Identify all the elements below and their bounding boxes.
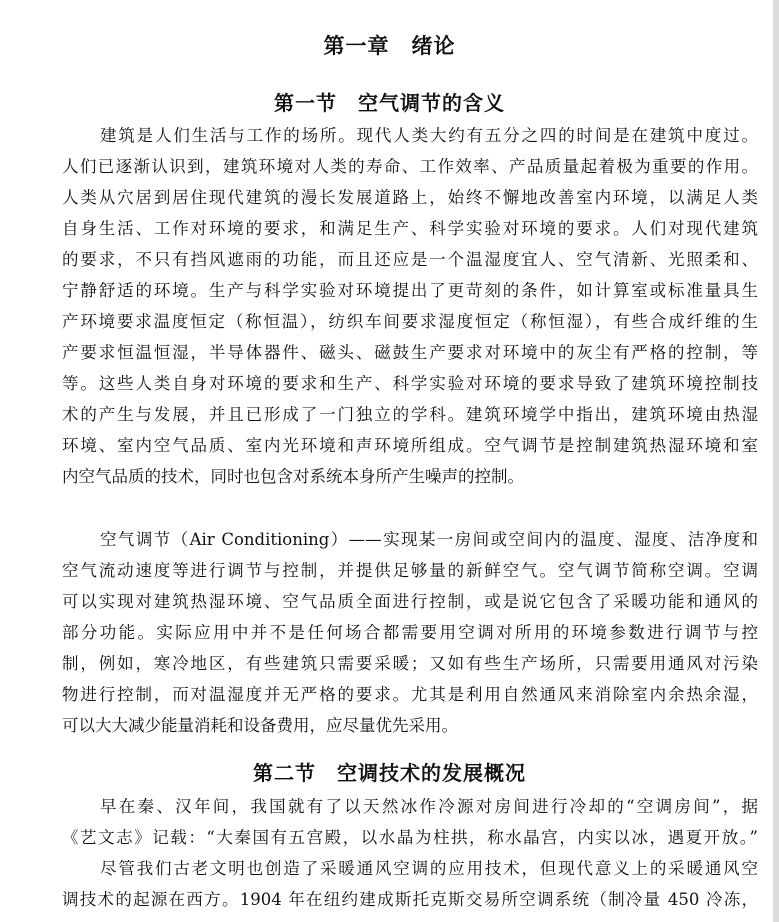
paragraph-line: 《艺文志》记载：“大秦国有五宫殿，以水晶为柱拱，称水晶宫，内实以冰，遇夏开放。”: [62, 828, 758, 847]
paragraph-line: 产要求恒温恒湿，半导体器件、磁头、磁鼓生产要求对环境中的灰尘有严格的控制，等: [62, 343, 758, 362]
paragraph-line: 部分功能。实际应用中并不是任何场合都需要用空调对所用的环境参数进行调节与控: [62, 623, 758, 642]
paragraph-line: 人类从穴居到居住现代建筑的漫长发展道路上，始终不懈地改善室内环境，以满足人类: [62, 188, 758, 207]
paragraph-line: 自身生活、工作对环境的要求，和满足生产、科学实验对环境的要求。人们对现代建筑: [62, 219, 758, 238]
section-1-title: 第一节 空气调节的含义: [274, 91, 505, 115]
paragraph-line: 的要求，不只有挡风遮雨的功能，而且还应是一个温湿度宜人、空气清新、光照柔和、: [62, 250, 758, 269]
paragraph-line: 早在秦、汉年间，我国就有了以天然冰作冷源对房间进行冷却的“空调房间”，据: [100, 797, 758, 816]
paragraph-line: 人们已逐渐认识到，建筑环境对人类的寿命、工作效率、产品质量起着极为重要的作用。: [62, 157, 758, 176]
paragraph-line: 术的产生与发展，并且已形成了一门独立的学科。建筑环境学中指出，建筑环境由热湿: [62, 405, 758, 424]
paragraph-line: 等。这些人类自身对环境的要求和生产、科学实验对环境的要求导致了建筑环境控制技: [62, 374, 758, 393]
paragraph-line: 内空气品质的技术，同时也包含对系统本身所产生噪声的控制。: [62, 467, 524, 486]
paragraph-line: 物进行控制，而对温湿度并无严格的要求。尤其是利用自然通风来消除室内余热余湿，: [62, 685, 758, 704]
paragraph-line: 制，例如，寒冷地区，有些建筑只需要采暖；又如有些生产场所，只需要用通风对污染: [62, 654, 758, 673]
section-2-title: 第二节 空调技术的发展概况: [253, 761, 526, 785]
paragraph-line: 可以大大减少能量消耗和设备费用，应尽量优先采用。: [62, 716, 458, 735]
paragraph-line: 空气流动速度等进行调节与控制，并提供足够量的新鲜空气。空气调节简称空调。空调: [62, 561, 758, 580]
paragraph-line: 可以实现对建筑热湿环境、空气品质全面进行控制，或是说它包含了采暖功能和通风的: [62, 592, 758, 611]
paragraph-line: 建筑是人们生活与工作的场所。现代人类大约有五分之四的时间是在建筑中度过。: [100, 126, 758, 145]
paragraph-line: 环境、室内空气品质、室内光环境和声环境所组成。空气调节是控制建筑热湿环境和室: [62, 436, 758, 455]
paragraph-line: 调技术的起源在西方。1904 年在纽约建成斯托克斯交易所空调系统（制冷量 450 冷冻，: [62, 890, 758, 909]
page-edge: [773, 0, 779, 922]
paragraph-line: 尽管我们古老文明也创造了采暖通风空调的应用技术，但现代意义上的采暖通风空: [100, 859, 758, 878]
paragraph-line: 宁静舒适的环境。生产与科学实验对环境提出了更苛刻的条件，如计算室或标准量具生: [62, 281, 758, 300]
paragraph-line: 空气调节（Air Conditioning）——实现某一房间或空间内的温度、湿度、洁净度和: [100, 530, 758, 549]
chapter-title: 第一章 绪论: [323, 34, 456, 58]
paragraph-line: 产环境要求温度恒定（称恒温），纺织车间要求湿度恒定（称恒湿），有些合成纤维的生: [62, 312, 758, 331]
